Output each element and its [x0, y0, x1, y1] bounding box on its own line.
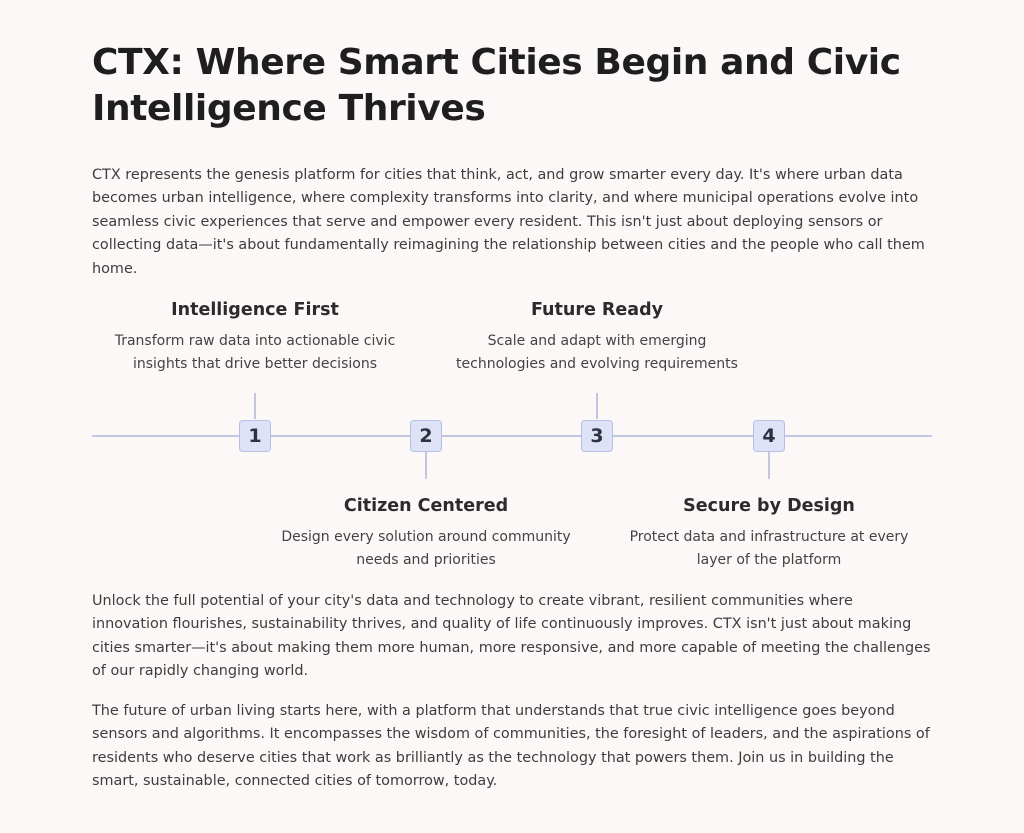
feature-title: Citizen Centered — [343, 496, 509, 516]
closing-paragraph-2: The future of urban living starts here, with a platform that understands that true civic intelligence goes beyond sensors and algorithms. It encompasses the wisdom of communities, the foresight of leaders, and the aspirations of residents who deserve cities that work as brilliantly as the technology that powers them. Join us in building the smart, sustainable, connected cities of tomorrow, today. — [92, 703, 930, 790]
feature-title: Intelligence First — [171, 300, 339, 320]
feature-description: Scale and adapt with emerging technologies and evolving requirements — [456, 333, 738, 372]
connector-1 — [254, 393, 256, 419]
feature-citizen-centered — [276, 494, 576, 572]
feature-title: Secure by Design — [683, 496, 855, 516]
timeline-line — [92, 435, 932, 437]
intro-paragraph: CTX represents the genesis platform for cities that think, act, and grow smarter every day. It's where urban data becomes urban intelligence, where complexity transforms into clarity, and where municipal operations evolve into seamless civic experiences that serve and empower every resident. This isn't just about deploying sensors or collecting data—it's about fundamentally reimagining the relationship between cities and the people who call them home. — [92, 167, 925, 277]
step-marker-3: 3 — [581, 420, 613, 452]
feature-description: Design every solution around community needs and priorities — [281, 529, 571, 568]
feature-secure-by-design — [619, 494, 919, 572]
connector-3 — [596, 393, 598, 419]
connector-4 — [768, 452, 770, 479]
feature-intelligence-first — [105, 298, 405, 376]
page-title: CTX: Where Smart Cities Begin and Civic Intelligence Thrives — [92, 42, 901, 129]
step-marker-4: 4 — [753, 420, 785, 452]
feature-description: Protect data and infrastructure at every layer of the platform — [629, 529, 909, 568]
feature-future-ready — [447, 298, 747, 376]
closing-paragraph-1: Unlock the full potential of your city's data and technology to create vibrant, resilient communities where innovation flourishes, sustainability thrives, and quality of life continuously improves. CTX isn't just about making cities smarter—it's about making them more human, more responsive, and more capable of meeting the challenges of our rapidly changing world. — [92, 593, 931, 680]
step-marker-2: 2 — [410, 420, 442, 452]
connector-2 — [425, 452, 427, 479]
feature-description: Transform raw data into actionable civic insights that drive better decisions — [114, 333, 396, 372]
step-marker-1: 1 — [239, 420, 271, 452]
feature-title: Future Ready — [530, 300, 664, 320]
